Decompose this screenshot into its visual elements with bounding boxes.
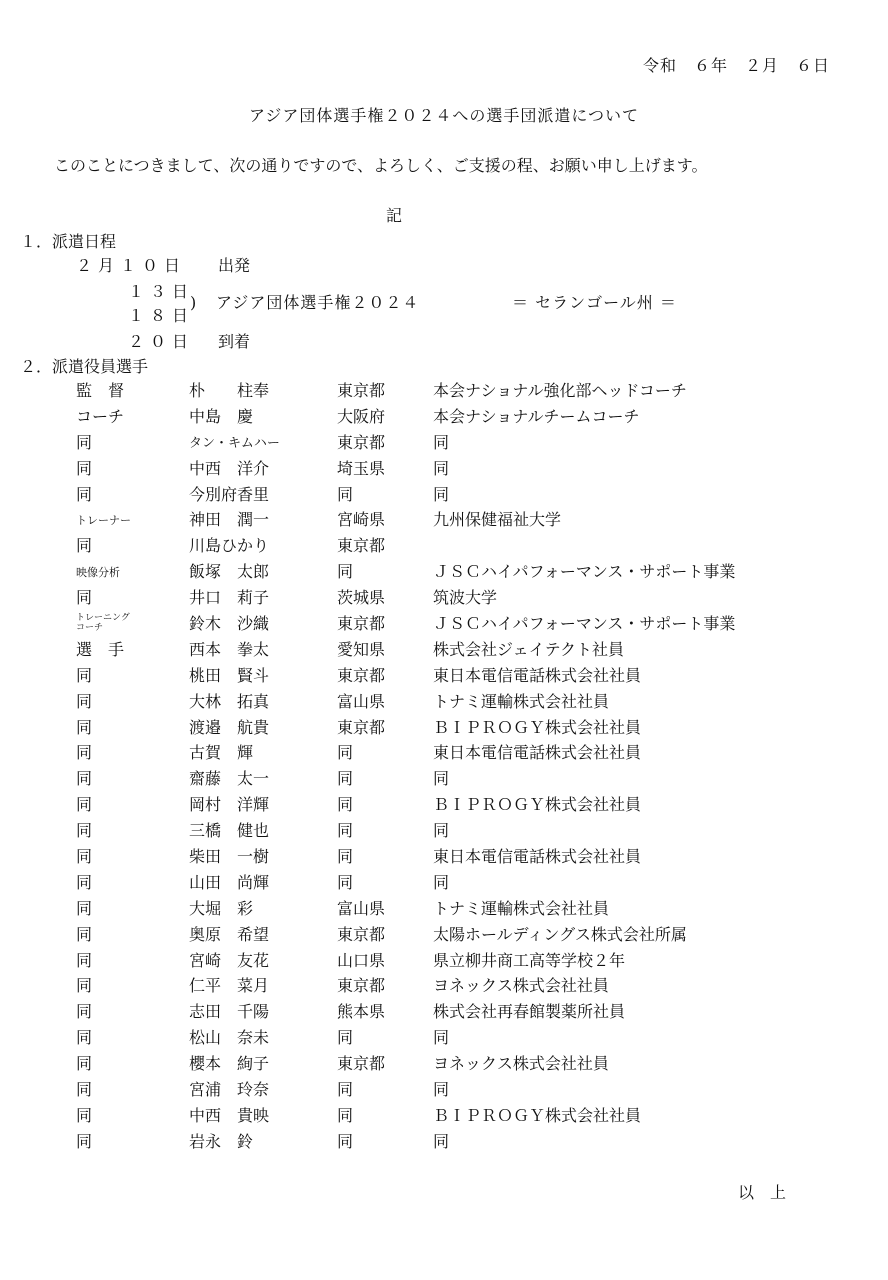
member-role bbox=[76, 1103, 189, 1129]
member-prefecture-text: 富山県 bbox=[337, 691, 386, 711]
member-name bbox=[189, 999, 337, 1025]
member-role-text: トレーナー bbox=[76, 514, 131, 528]
member-name bbox=[189, 922, 337, 948]
member-prefecture-text: 熊本県 bbox=[337, 1002, 386, 1022]
member-prefecture-text: 東京都 bbox=[337, 717, 386, 737]
schedule-date: １８日 bbox=[128, 306, 195, 325]
member-name bbox=[189, 378, 337, 404]
member-affiliation-text: 同 bbox=[433, 458, 450, 478]
member-affiliation-text: 同 bbox=[433, 769, 450, 789]
member-affiliation-text: ＢＩＰＲＯＧＹ株式会社社員 bbox=[433, 717, 642, 737]
roster-row bbox=[76, 663, 735, 689]
member-affiliation-text: ＢＩＰＲＯＧＹ株式会社社員 bbox=[433, 795, 642, 815]
roster-row bbox=[76, 585, 735, 611]
roster-row bbox=[76, 896, 735, 922]
schedule-date: ２０日 bbox=[128, 332, 195, 351]
member-name-text: 大堀 彩 bbox=[189, 898, 254, 918]
member-affiliation bbox=[433, 1051, 735, 1077]
roster-row bbox=[76, 1103, 735, 1129]
member-name bbox=[189, 482, 337, 508]
member-role-text: 同 bbox=[76, 950, 93, 970]
member-prefecture-text: 愛知県 bbox=[337, 639, 386, 659]
member-role bbox=[76, 507, 189, 533]
member-name-text: 柴田 一樹 bbox=[189, 846, 270, 866]
member-role bbox=[76, 663, 189, 689]
member-prefecture bbox=[337, 585, 433, 611]
member-affiliation-text: 同 bbox=[433, 872, 450, 892]
member-name bbox=[189, 1103, 337, 1129]
member-prefecture-text: 東京都 bbox=[337, 380, 386, 400]
member-prefecture bbox=[337, 973, 433, 999]
member-affiliation-text: 県立柳井商工高等学校２年 bbox=[433, 950, 626, 970]
member-affiliation bbox=[433, 637, 735, 663]
member-affiliation-text: 同 bbox=[433, 821, 450, 841]
member-prefecture-text: 同 bbox=[337, 821, 354, 841]
member-role bbox=[76, 1077, 189, 1103]
member-name bbox=[189, 507, 337, 533]
member-prefecture bbox=[337, 870, 433, 896]
roster-row bbox=[76, 689, 735, 715]
member-prefecture bbox=[337, 1025, 433, 1051]
member-prefecture bbox=[337, 378, 433, 404]
member-name bbox=[189, 585, 337, 611]
member-name-text: 宮崎 友花 bbox=[189, 950, 270, 970]
roster-row bbox=[76, 430, 735, 456]
member-affiliation-text: 東日本電信電話株式会社社員 bbox=[433, 846, 642, 866]
member-name bbox=[189, 973, 337, 999]
member-prefecture bbox=[337, 404, 433, 430]
member-role-text: 同 bbox=[76, 536, 93, 556]
member-role-text: コーチ bbox=[76, 406, 125, 426]
member-affiliation bbox=[433, 973, 735, 999]
member-name bbox=[189, 559, 337, 585]
roster-row bbox=[76, 1129, 735, 1155]
member-name bbox=[189, 637, 337, 663]
roster-row bbox=[76, 378, 735, 404]
member-role-text: 同 bbox=[76, 1131, 93, 1151]
member-name-text: 鈴木 沙織 bbox=[189, 613, 270, 633]
member-prefecture-text: 同 bbox=[337, 769, 354, 789]
member-role bbox=[76, 922, 189, 948]
member-prefecture-text: 同 bbox=[337, 1105, 354, 1125]
member-name-text: 大林 拓真 bbox=[189, 691, 270, 711]
roster-row bbox=[76, 818, 735, 844]
member-role bbox=[76, 482, 189, 508]
member-name bbox=[189, 766, 337, 792]
member-role bbox=[76, 740, 189, 766]
roster-row bbox=[76, 1051, 735, 1077]
closing-mark: 以 上 bbox=[738, 1183, 787, 1202]
roster-row bbox=[76, 404, 735, 430]
member-affiliation bbox=[433, 611, 735, 637]
member-role bbox=[76, 1025, 189, 1051]
member-name-text: 朴 柱奉 bbox=[189, 380, 270, 400]
schedule-date: ２月１０日 bbox=[76, 256, 187, 275]
roster-row bbox=[76, 844, 735, 870]
member-prefecture bbox=[337, 533, 433, 559]
member-name-text: 川島ひかり bbox=[189, 536, 270, 556]
member-role bbox=[76, 973, 189, 999]
member-name bbox=[189, 1129, 337, 1155]
member-affiliation-text: トナミ運輸株式会社社員 bbox=[433, 898, 610, 918]
roster-row bbox=[76, 482, 735, 508]
member-prefecture bbox=[337, 456, 433, 482]
schedule-text: 出発 bbox=[218, 256, 251, 275]
member-name bbox=[189, 740, 337, 766]
roster-row bbox=[76, 533, 735, 559]
member-prefecture bbox=[337, 1077, 433, 1103]
member-name-text: 宮浦 玲奈 bbox=[189, 1079, 270, 1099]
roster-table bbox=[76, 378, 735, 1155]
member-affiliation bbox=[433, 896, 735, 922]
member-prefecture-text: 同 bbox=[337, 846, 354, 866]
member-name bbox=[189, 611, 337, 637]
member-affiliation-text: ＪＳＣハイパフォーマンス・サポート事業 bbox=[433, 562, 736, 582]
intro-paragraph: このことにつきまして、次の通りですので、よろしく、ご支援の程、お願い申し上げます。 bbox=[54, 156, 708, 175]
member-affiliation-text: ヨネックス株式会社社員 bbox=[433, 976, 609, 996]
member-affiliation-text: 同 bbox=[433, 484, 450, 504]
roster-row bbox=[76, 740, 735, 766]
member-role-text: 同 bbox=[76, 1079, 93, 1099]
member-affiliation bbox=[433, 430, 735, 456]
member-role bbox=[76, 559, 189, 585]
member-prefecture-text: 大阪府 bbox=[337, 406, 386, 426]
member-affiliation-text: 本会ナショナルチームコーチ bbox=[433, 406, 640, 426]
member-affiliation bbox=[433, 999, 735, 1025]
roster-row bbox=[76, 870, 735, 896]
member-role bbox=[76, 430, 189, 456]
member-affiliation bbox=[433, 818, 735, 844]
member-prefecture-text: 東京都 bbox=[337, 613, 386, 633]
member-prefecture bbox=[337, 482, 433, 508]
member-affiliation-text: 太陽ホールディングス株式会社所属 bbox=[433, 924, 687, 944]
member-role-text: 同 bbox=[76, 1105, 93, 1125]
member-role-text: 同 bbox=[76, 432, 93, 452]
member-name bbox=[189, 456, 337, 482]
member-role bbox=[76, 870, 189, 896]
member-name-text: 飯塚 太郎 bbox=[189, 562, 270, 582]
roster-row bbox=[76, 948, 735, 974]
member-affiliation bbox=[433, 740, 735, 766]
roster-row bbox=[76, 456, 735, 482]
ki-marker: 記 bbox=[386, 206, 403, 225]
section-2-heading: ２．派遣役員選手 bbox=[20, 357, 149, 376]
event-name: アジア団体選手権２０２４ bbox=[216, 293, 420, 312]
member-affiliation bbox=[433, 404, 735, 430]
member-role bbox=[76, 611, 189, 637]
member-name-text: 今別府香里 bbox=[189, 484, 270, 504]
section-1-heading: １．派遣日程 bbox=[20, 232, 117, 251]
roster-row bbox=[76, 611, 735, 637]
member-name bbox=[189, 1077, 337, 1103]
member-prefecture-text: 山口県 bbox=[337, 950, 386, 970]
member-prefecture-text: 同 bbox=[337, 1079, 354, 1099]
member-affiliation bbox=[433, 922, 735, 948]
member-name bbox=[189, 1025, 337, 1051]
member-name-text: 神田 潤一 bbox=[189, 510, 270, 530]
roster-row bbox=[76, 922, 735, 948]
member-name bbox=[189, 715, 337, 741]
member-role bbox=[76, 844, 189, 870]
member-prefecture-text: 同 bbox=[337, 1028, 354, 1048]
member-name-text: 渡邉 航貴 bbox=[189, 717, 270, 737]
member-role bbox=[76, 715, 189, 741]
document-title: アジア団体選手権２０２４への選手団派遣について bbox=[248, 106, 640, 125]
schedule-date: １３日 bbox=[128, 282, 195, 301]
member-name bbox=[189, 689, 337, 715]
roster-row bbox=[76, 1025, 735, 1051]
member-affiliation-text: 株式会社ジェイテクト社員 bbox=[433, 639, 625, 659]
member-role-text: 同 bbox=[76, 898, 93, 918]
member-prefecture-text: 東京都 bbox=[337, 924, 386, 944]
member-prefecture-text: 同 bbox=[337, 743, 354, 763]
schedule-text: 到着 bbox=[218, 332, 251, 351]
event-venue: ＝ セランゴール州 ＝ bbox=[512, 293, 677, 312]
member-role-text: 同 bbox=[76, 976, 93, 996]
member-name-text: 古賀 輝 bbox=[189, 743, 254, 763]
member-role-text: 同 bbox=[76, 924, 93, 944]
member-role bbox=[76, 1051, 189, 1077]
member-name-text: 松山 奈未 bbox=[189, 1028, 270, 1048]
member-role bbox=[76, 896, 189, 922]
member-prefecture bbox=[337, 922, 433, 948]
member-affiliation bbox=[433, 689, 735, 715]
member-prefecture bbox=[337, 766, 433, 792]
member-role-text: 同 bbox=[76, 743, 93, 763]
member-name-text: 齋藤 太一 bbox=[189, 769, 270, 789]
member-prefecture bbox=[337, 740, 433, 766]
member-prefecture bbox=[337, 663, 433, 689]
member-prefecture bbox=[337, 559, 433, 585]
member-name bbox=[189, 663, 337, 689]
member-name-text: 中西 貴映 bbox=[189, 1105, 270, 1125]
member-affiliation-text: 株式会社再春館製薬所社員 bbox=[433, 1002, 626, 1022]
member-affiliation bbox=[433, 378, 735, 404]
member-affiliation bbox=[433, 456, 735, 482]
roster-row bbox=[76, 766, 735, 792]
member-affiliation bbox=[433, 1129, 735, 1155]
member-affiliation-text: 同 bbox=[433, 1131, 450, 1151]
member-role bbox=[76, 948, 189, 974]
member-role-text: トレーニング コーチ bbox=[76, 612, 130, 633]
member-prefecture-text: 東京都 bbox=[337, 1054, 386, 1074]
member-prefecture-text: 東京都 bbox=[337, 432, 386, 452]
member-role bbox=[76, 766, 189, 792]
document-date: 令和 ６年 ２月 ６日 bbox=[642, 56, 830, 75]
member-name-text: 三橋 健也 bbox=[189, 821, 270, 841]
member-role-text: 同 bbox=[76, 1002, 93, 1022]
member-affiliation bbox=[433, 844, 735, 870]
member-affiliation-text: ヨネックス株式会社社員 bbox=[433, 1054, 609, 1074]
member-affiliation-text: トナミ運輸株式会社社員 bbox=[433, 691, 610, 711]
member-affiliation bbox=[433, 507, 735, 533]
member-name-text: 井口 莉子 bbox=[189, 588, 270, 608]
member-role-text: 同 bbox=[76, 872, 93, 892]
member-prefecture-text: 茨城県 bbox=[337, 588, 386, 608]
member-role bbox=[76, 1129, 189, 1155]
member-name bbox=[189, 404, 337, 430]
member-prefecture bbox=[337, 637, 433, 663]
member-prefecture bbox=[337, 689, 433, 715]
member-prefecture-text: 東京都 bbox=[337, 665, 386, 685]
member-name-text: 西本 拳太 bbox=[189, 639, 270, 659]
member-role bbox=[76, 533, 189, 559]
member-affiliation bbox=[433, 663, 735, 689]
member-role-text: 同 bbox=[76, 1054, 93, 1074]
roster-row bbox=[76, 792, 735, 818]
member-prefecture-text: 富山県 bbox=[337, 898, 386, 918]
roster-row bbox=[76, 1077, 735, 1103]
member-affiliation bbox=[433, 559, 735, 585]
member-role-text: 同 bbox=[76, 665, 93, 685]
member-prefecture bbox=[337, 948, 433, 974]
member-prefecture-text: 同 bbox=[337, 795, 354, 815]
member-name-text: 岩永 鈴 bbox=[189, 1131, 254, 1151]
member-affiliation-text: ＢＩＰＲＯＧＹ株式会社社員 bbox=[433, 1105, 642, 1125]
member-role-text: 同 bbox=[76, 458, 93, 478]
member-name bbox=[189, 792, 337, 818]
member-affiliation bbox=[433, 948, 735, 974]
member-affiliation bbox=[433, 792, 735, 818]
member-name bbox=[189, 948, 337, 974]
member-role bbox=[76, 792, 189, 818]
member-affiliation-text: 同 bbox=[433, 1028, 450, 1048]
member-prefecture bbox=[337, 896, 433, 922]
member-role-text: 同 bbox=[76, 846, 93, 866]
member-role-text: 同 bbox=[76, 484, 93, 504]
member-prefecture bbox=[337, 792, 433, 818]
member-prefecture bbox=[337, 1103, 433, 1129]
member-name-text: 中西 洋介 bbox=[189, 458, 270, 478]
member-role-text: 同 bbox=[76, 717, 93, 737]
member-prefecture-text: 同 bbox=[337, 872, 354, 892]
roster-row bbox=[76, 999, 735, 1025]
member-prefecture-text: 東京都 bbox=[337, 976, 386, 996]
roster-row bbox=[76, 637, 735, 663]
member-role-text: 監 督 bbox=[76, 380, 125, 400]
member-prefecture bbox=[337, 844, 433, 870]
member-prefecture bbox=[337, 999, 433, 1025]
member-affiliation-text: 筑波大学 bbox=[433, 588, 498, 608]
member-prefecture bbox=[337, 818, 433, 844]
member-name bbox=[189, 870, 337, 896]
member-prefecture bbox=[337, 1129, 433, 1155]
member-prefecture-text: 同 bbox=[337, 1131, 354, 1151]
member-name-text: タン・キムハー bbox=[189, 435, 280, 451]
member-name-text: 奥原 希望 bbox=[189, 924, 270, 944]
member-prefecture-text: 東京都 bbox=[337, 536, 386, 556]
member-prefecture bbox=[337, 715, 433, 741]
member-prefecture-text: 同 bbox=[337, 562, 354, 582]
member-role bbox=[76, 689, 189, 715]
member-affiliation-text: 九州保健福祉大学 bbox=[433, 510, 562, 530]
member-role bbox=[76, 404, 189, 430]
member-name-text: 桃田 賢斗 bbox=[189, 665, 270, 685]
member-affiliation-text: ＪＳＣハイパフォーマンス・サポート事業 bbox=[433, 613, 736, 633]
member-role-text: 選 手 bbox=[76, 639, 125, 659]
roster-row bbox=[76, 507, 735, 533]
member-name bbox=[189, 896, 337, 922]
member-name-text: 中島 慶 bbox=[189, 406, 254, 426]
member-role-text: 同 bbox=[76, 691, 93, 711]
member-affiliation bbox=[433, 533, 735, 559]
member-name-text: 岡村 洋輝 bbox=[189, 795, 270, 815]
member-affiliation bbox=[433, 482, 735, 508]
member-prefecture bbox=[337, 507, 433, 533]
member-role bbox=[76, 378, 189, 404]
member-affiliation-text: 東日本電信電話株式会社社員 bbox=[433, 665, 642, 685]
member-role-text: 同 bbox=[76, 821, 93, 841]
member-role bbox=[76, 456, 189, 482]
member-name bbox=[189, 844, 337, 870]
member-name-text: 櫻本 絢子 bbox=[189, 1054, 270, 1074]
roster-row bbox=[76, 715, 735, 741]
member-name-text: 仁平 菜月 bbox=[189, 976, 270, 996]
member-affiliation bbox=[433, 766, 735, 792]
member-role-text: 同 bbox=[76, 588, 93, 608]
member-role-text: 同 bbox=[76, 1028, 93, 1048]
member-role-text: 同 bbox=[76, 769, 93, 789]
member-prefecture-text: 埼玉県 bbox=[337, 458, 386, 478]
member-role-text: 映像分析 bbox=[76, 566, 120, 580]
member-name bbox=[189, 818, 337, 844]
member-affiliation bbox=[433, 1103, 735, 1129]
member-affiliation bbox=[433, 870, 735, 896]
member-prefecture bbox=[337, 430, 433, 456]
member-role bbox=[76, 818, 189, 844]
roster-row bbox=[76, 973, 735, 999]
member-role bbox=[76, 999, 189, 1025]
member-affiliation-text: 本会ナショナル強化部ヘッドコーチ bbox=[433, 380, 687, 400]
member-role bbox=[76, 585, 189, 611]
member-name bbox=[189, 533, 337, 559]
member-affiliation-text: 東日本電信電話株式会社社員 bbox=[433, 743, 642, 763]
member-name-text: 山田 尚輝 bbox=[189, 872, 270, 892]
member-prefecture bbox=[337, 611, 433, 637]
schedule-bracket: ) bbox=[190, 293, 197, 312]
member-prefecture-text: 宮崎県 bbox=[337, 510, 386, 530]
roster-row bbox=[76, 559, 735, 585]
member-prefecture bbox=[337, 1051, 433, 1077]
member-name-text: 志田 千陽 bbox=[189, 1002, 270, 1022]
member-prefecture-text: 同 bbox=[337, 484, 354, 504]
member-name bbox=[189, 1051, 337, 1077]
member-affiliation bbox=[433, 1077, 735, 1103]
member-affiliation-text: 同 bbox=[433, 432, 450, 452]
member-name bbox=[189, 430, 337, 456]
member-affiliation-text: 同 bbox=[433, 1079, 450, 1099]
member-role bbox=[76, 637, 189, 663]
member-affiliation bbox=[433, 1025, 735, 1051]
member-role-text: 同 bbox=[76, 795, 93, 815]
member-affiliation bbox=[433, 585, 735, 611]
member-affiliation bbox=[433, 715, 735, 741]
